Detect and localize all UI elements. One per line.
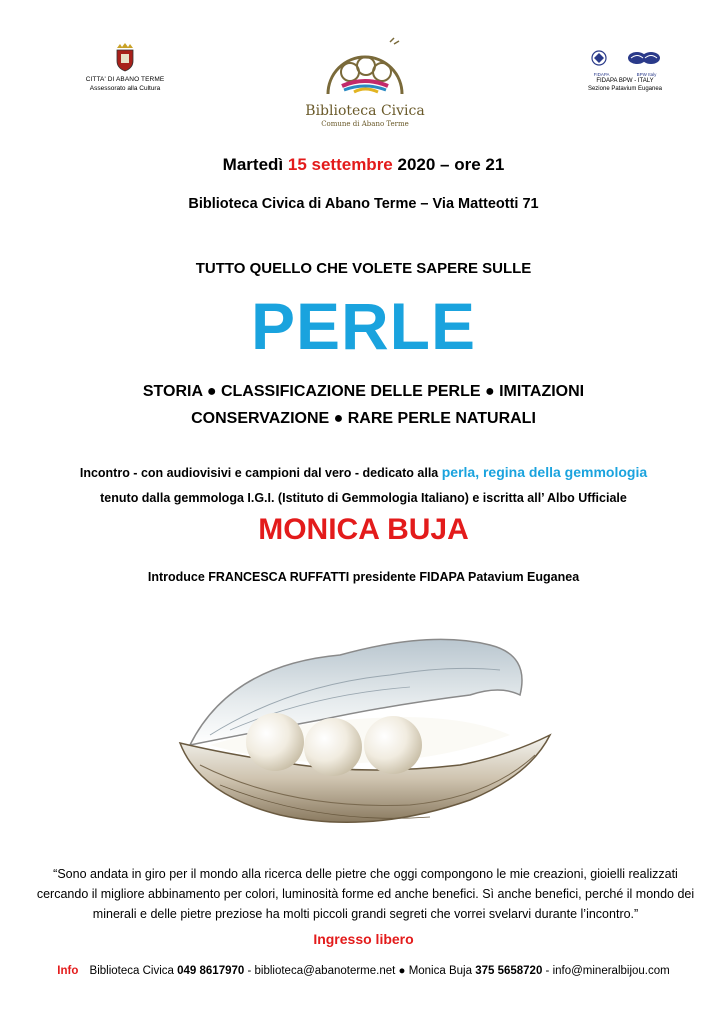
fidapa-badges-icon (585, 50, 665, 66)
footer-separator: ● (398, 965, 406, 977)
event-date-highlight: 15 settembre (287, 155, 393, 174)
event-day: Martedì (222, 155, 284, 174)
library-email: - biblioteca@abanoterme.net (247, 965, 396, 977)
bpw-badge-label: BPW Italy (636, 72, 657, 77)
contact-footer (0, 965, 727, 977)
info-label: Info (57, 965, 79, 977)
free-entry-label: Ingresso libero (313, 931, 414, 947)
city-department: Assessorato alla Cultura (89, 85, 161, 92)
title-intro: TUTTO QUELLO CHE VOLETE SAPERE SULLE (195, 260, 532, 277)
fidapa-name: FIDAPA BPW - ITALY (596, 78, 654, 84)
library-logo (290, 36, 440, 128)
speaker-name: MONICA BUJA (258, 513, 469, 546)
description-text: Incontro - con audiovisivi e campioni dal vero - dedicato alla (79, 466, 442, 480)
library-subtitle: Comune di Abano Terme (321, 120, 409, 128)
topics-line-1: STORIA ● CLASSIFICAZIONE DELLE PERLE ● IMITAZIONI (142, 383, 585, 400)
event-date (0, 155, 727, 175)
speaker-phone: 375 5658720 (475, 965, 543, 977)
speaker-email: - info@mineralbijou.com (545, 965, 670, 977)
event-description (0, 460, 727, 511)
fidapa-section: Sezione Patavium Euganea (587, 86, 663, 92)
introducer: Introduce FRANCESCA RUFFATTI presidente FIDAPA Patavium Euganea (147, 570, 580, 584)
city-logo (70, 42, 180, 92)
library-contact-name: Biblioteca Civica (89, 965, 174, 977)
library-name: Biblioteca Civica (305, 103, 425, 119)
oyster-pearls-image (170, 625, 560, 845)
city-crest-icon (114, 42, 136, 72)
speaker-quote: “Sono andata in giro per il mondo alla ricerca delle pietre che oggi compongono le mie creazioni, gioielli realizzati cercando il migliore abbinamento per colori, luminosità forme ed anche benefici. Sì anche benefici, perché il mondo dei minerali e delle pietre preziose ha molti piccoli grandi segreti che vorrei svelarvi durante l’incontro.” (36, 867, 695, 921)
library-emblem-icon (320, 36, 410, 98)
description-line-2: tenuto dalla gemmologa I.G.I. (Istituto di Gemmologia Italiano) e iscritta all’ Albo Ufficiale (100, 491, 627, 505)
main-title: PERLE (250, 289, 477, 363)
city-name: CITTA' DI ABANO TERME (85, 76, 165, 83)
description-highlight: perla, regina della gemmologia (441, 464, 648, 480)
speaker-contact-name: Monica Buja (408, 965, 472, 977)
event-venue: Biblioteca Civica di Abano Terme – Via Matteotti 71 (188, 196, 539, 212)
topics-line-2: CONSERVAZIONE ● RARE PERLE NATURALI (191, 410, 536, 427)
topics-list (0, 378, 727, 432)
fidapa-badge-label: FIDAPA (593, 72, 610, 77)
event-time: 2020 – ore 21 (397, 155, 505, 174)
fidapa-logo (580, 50, 670, 93)
library-phone: 049 8617970 (177, 965, 245, 977)
